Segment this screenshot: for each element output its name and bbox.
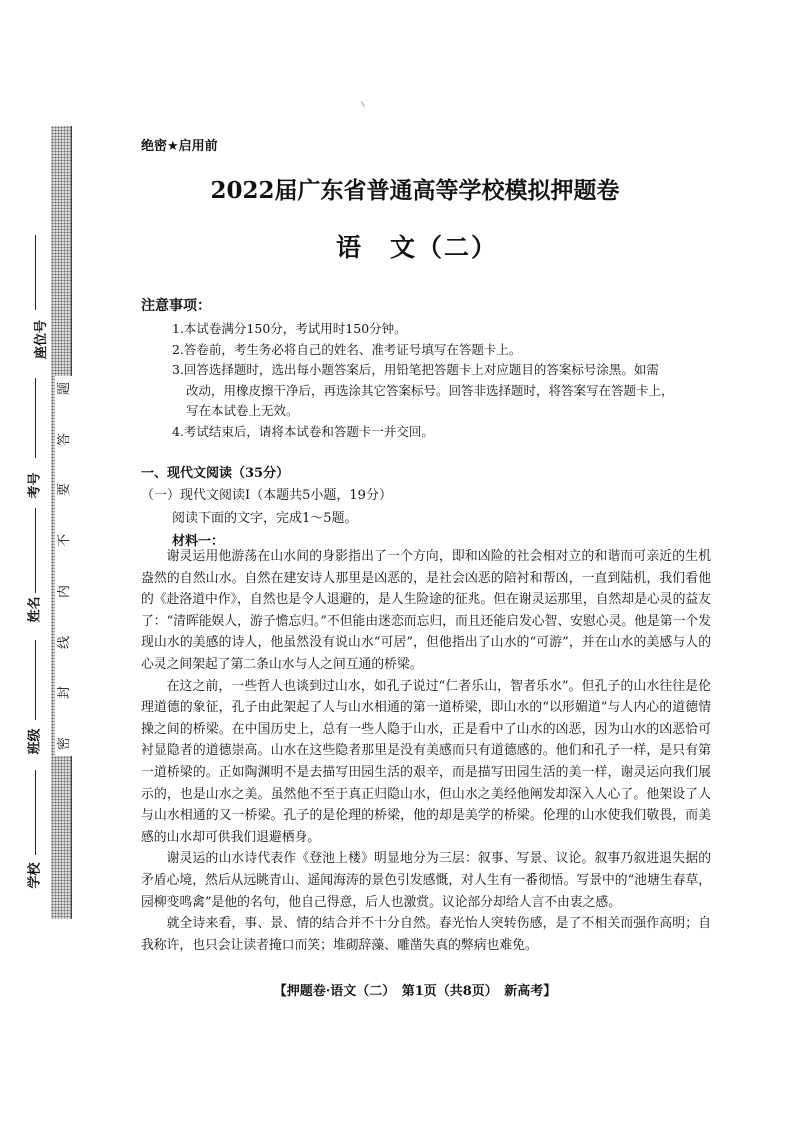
reading-instruction: 阅读下面的文字，完成1～5题。: [172, 511, 358, 526]
notes-heading: 注意事项：: [141, 298, 211, 314]
note-item: 3.回答选择题时，选出每小题答案后，用铅笔把答题卡上对应题目的答案标号涂黑。如需: [172, 362, 659, 377]
seat-number-label: 座位号: [34, 319, 50, 360]
section-heading: 一、现代文阅读（35分）: [141, 466, 290, 481]
seal-char: 封: [57, 686, 73, 700]
note-item-continuation: 改动，用橡皮擦干净后，再选涂其它答案标号。回答非选择题时，将答案写在答题卡上，: [186, 382, 674, 398]
seal-char: 不: [57, 534, 73, 548]
school-field-line[interactable]: [35, 770, 36, 855]
seal-char: 密: [57, 736, 73, 750]
note-item: 2.答卷前，考生务必将自己的姓名、准考证号填写在答题卡上。: [172, 341, 522, 357]
subsection-heading: （一）现代文阅读Ⅰ（本题共5小题，19分）: [141, 488, 392, 503]
passage-paragraph: 就全诗来看，事、景、情的结合并不十分自然。春光怡人突转伤感，是了不相关而强作高明；自我称许，也只会让读者掩口而笑；堆砌辞藻、雕凿失真的弊病也难免。: [141, 916, 711, 953]
seal-char: 内: [57, 584, 73, 598]
material-label: 材料一：: [172, 534, 225, 549]
exam-number-field-line[interactable]: [35, 378, 36, 458]
seal-line-notice: [55, 376, 75, 756]
scan-mark: [361, 99, 368, 107]
exam-number-label: 考号: [27, 472, 43, 499]
school-label: 学校: [27, 862, 43, 889]
note-item: 1.本试卷满分150分，考试用时150分钟。: [172, 321, 407, 336]
note-item: 4.考试结束后，请将本试卷和答题卡一并交回。: [172, 423, 434, 439]
seal-char: 答: [57, 432, 73, 446]
name-field-line[interactable]: [35, 508, 36, 593]
page-title: 2022届广东省普通高等学校模拟押题卷: [210, 177, 620, 204]
reading-passage: [141, 546, 711, 956]
passage-paragraph: 在这之前，一些哲人也谈到过山水，如孔子说过“仁者乐山，智者乐水”。但孔子的山水往往是伦理道德的象征，孔子由此架起了人与山水相通的第一道桥梁，即山水的“以形媚道”与人内心的道德情操之间的桥梁。在中国历史上，总有一些人隐于山水，正是看中了山水的凶恶，因为山水的凶恶恰可衬显隐者的道德崇高。山水在这些隐者那里是没有美感而只有道德感的。他们和孔子一样，是只有第一道桥梁的。正如陶渊明不是去描写田园生活的艰辛，而是描写田园生活的美一样，谢灵运向我们展示的，也是山水之美。虽然他不至于真正归隐山水，但山水之美经他阐发却深入人心了。他架设了人与山水相通的又一桥梁。孔子的是伦理的桥梁，他的却是美学的桥梁。伦理的山水使我们敬畏，而美感的山水却可供我们退避栖身。: [141, 678, 711, 845]
subject-title: 语 文（二）: [335, 233, 498, 262]
confidential-mark: 绝密★启用前: [141, 139, 218, 154]
seal-char: 题: [57, 381, 73, 396]
note-item-continuation: 写在本试卷上无效。: [186, 403, 299, 418]
notes-list: [172, 319, 732, 442]
seal-char: 要: [57, 483, 73, 497]
seal-char: 线: [57, 635, 73, 649]
passage-paragraph: 谢灵运的山水诗代表作《登池上楼》明显地分为三层：叙事、写景、议论。叙事乃叙进退失据的矛盾心境，然后从远眺青山、遥闻海涛的景色引发感慨，对人生有一番彻悟。写景中的“池塘生春草，园柳变鸣禽”是他的名句，他自己得意，后人也激赏。议论部分却给人言不由衷之感。: [141, 851, 711, 910]
passage-paragraph: 谢灵运用他游荡在山水间的身影指出了一个方向，即和凶险的社会相对立的和谐而可亲近的生机盎然的自然山水。自然在建安诗人那里是凶恶的，是社会凶恶的陪衬和帮凶，一直到陆机，我们看他的《赴洛道中作》，自然也是令人退避的，是人生险途的征兆。但在谢灵运那里，自然却是心灵的益友了：“清晖能娱人，游子憺忘归。”不但能由迷恋而忘归，而且还能启发心智、安慰心灵。他是第一个发现山水的美感的诗人，他虽然没有说山水“可居”，但他指出了山水的“可游”，并在山水的美感与人的心灵之间架起了第二条山水与人之间互通的桥梁。: [141, 549, 711, 672]
name-label: 姓名: [27, 596, 43, 623]
class-label: 班级: [27, 728, 43, 755]
class-field-line[interactable]: [35, 640, 36, 720]
page-footer: 【押题卷·语文（二） 第1页（共8页） 新高考】: [273, 984, 557, 999]
